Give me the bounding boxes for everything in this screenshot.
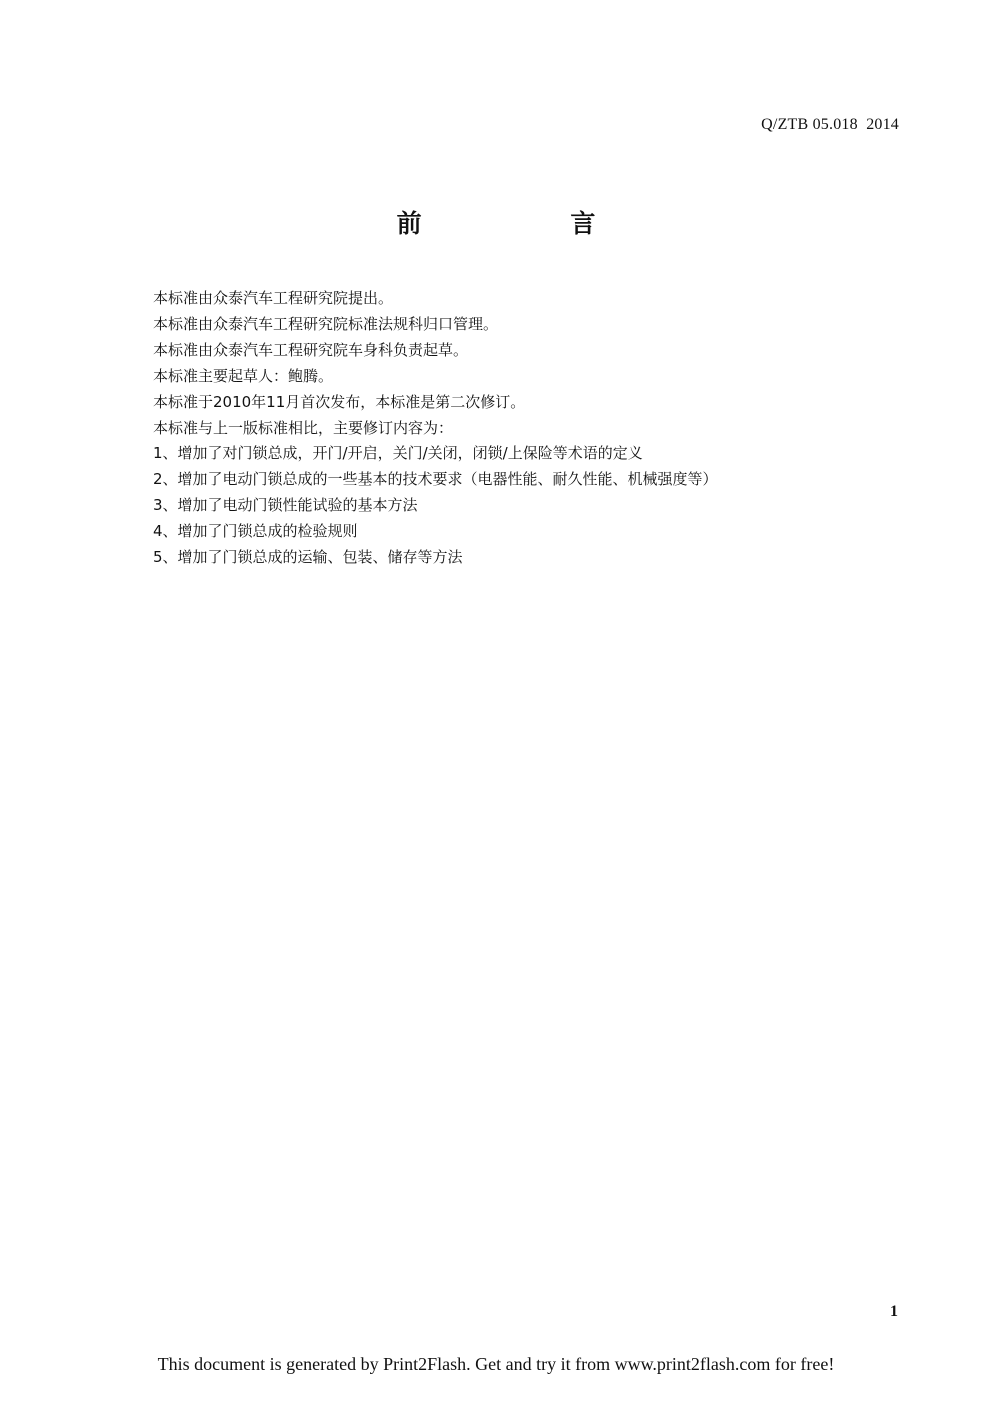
footer-notice: This document is generated by Print2Flash. Get and try it from www.print2flash.com for free! (157, 1354, 835, 1374)
list-item: 2、增加了电动门锁总成的一些基本的技术要求（电器性能、耐久性能、机械强度等） (153, 470, 718, 489)
paragraph-revision-history: 本标准于2010年11月首次发布，本标准是第二次修订。 (153, 392, 526, 411)
paragraph-proposer: 本标准由众泰汽车工程研究院提出。 (153, 289, 394, 307)
list-item: 5、增加了门锁总成的运输、包装、储存等方法 (153, 548, 463, 567)
foreword-body (153, 286, 853, 571)
paragraph-drafter-dept: 本标准由众泰汽车工程研究院车身科负责起草。 (153, 340, 469, 359)
paragraph-main-drafter: 本标准主要起草人：鲍腾。 (153, 366, 334, 385)
paragraph-changes-intro: 本标准与上一版标准相比，主要修订内容为： (153, 418, 454, 437)
list-item: 1、增加了对门锁总成，开门/开启，关门/关闭，闭锁/上保险等术语的定义 (153, 444, 643, 463)
list-item: 3、增加了电动门锁性能试验的基本方法 (153, 496, 418, 515)
paragraph-management: 本标准由众泰汽车工程研究院标准法规科归口管理。 (153, 314, 499, 333)
page-number: 1 (890, 1303, 898, 1320)
page-title: 前 言 (396, 209, 666, 238)
document-code: Q/ZTB 05.018 2014 (761, 116, 899, 133)
list-item: 4、增加了门锁总成的检验规则 (153, 522, 358, 541)
